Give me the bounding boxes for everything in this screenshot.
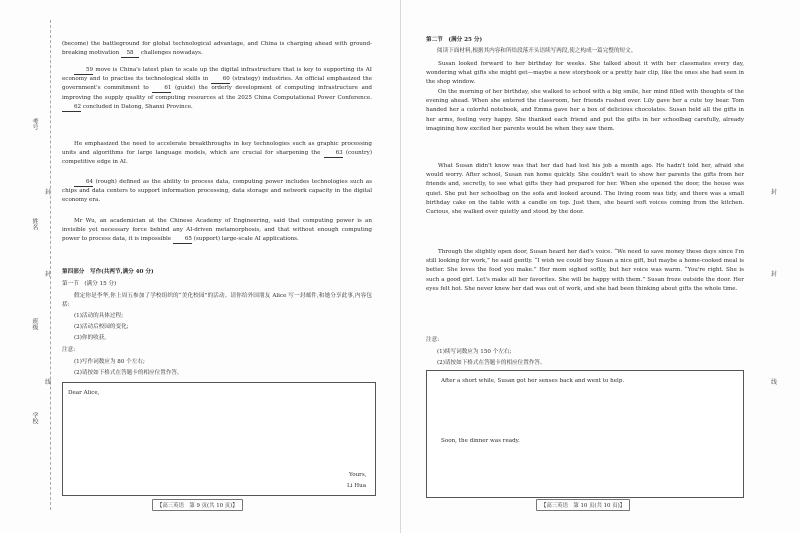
note-right-1: (1)续写词数应为 150 个左右; [437,349,512,355]
note-right-2: (2)请按如下格式在答题卡的相应位置作答。 [437,360,546,366]
blank-63[interactable]: 63 [324,150,343,158]
section-1-heading: 第一节 (满分 15 分) [62,281,117,287]
continuation-instruction: 阅读下面材料,根据其内容和所给段落开头语续写两段,使之构成一篇完整的短文。 [437,48,637,54]
passage-paragraph-5: Mr Wu, an academician at the Chinese Academy of Engineering, said that computing power is an invisible yet necessary force behind any AI-driven metamorphosis, and that without enough computing power to process data, it is impossible 65 (support) large-scale AI applications. [62,218,372,243]
note-label: 注意: [62,347,76,353]
writing-task-intro: 假定你是李华,你上周五参加了学校组织的“美化校园”的活动。请你给外国朋友 Alice 写一封邮件,和她分享此事,内容包括: [62,293,372,309]
passage-paragraph-3: He emphasized the need to accelerate breakthroughs in key technologies such as graphic processing units and algorithms for large language models, which are crucial for sharpening the 63 (country) competitive edge in AI. [62,141,372,166]
letter-signature: Li Hua [347,483,367,489]
continuation-answer-box[interactable] [426,370,744,498]
story-paragraph-4: Through the slightly open door, Susan heard her dad's voice. “We need to save money these days since I'm still looking for work,” he said gently. “I wish we could buy Susan a nice gift, but maybe a home-cooked meal is better. She loves the food you make.” Her mom sighed softly, but her voice was warm. “You're right. She is such a good girl. Let's make all her favorites. She will be happy with them.” Susan froze outside the door. Her eyes felt hot. She never knew her dad was out of work, and she had been thinking about gifts the whole time. [426,249,744,292]
story-paragraph-2: On the morning of her birthday, she walked to school with a big smile, her mind filled with thoughts of the evening ahead. When she entered the classroom, her friends rushed over. Lily gave her a cute toy bear. Tom handed her a colorful notebook, and Emma gave her a box of delicious chocolates. Susan held all the gifts in her arms, feeling very happy. She thanked each friend and put the gifts in her schoolbag carefully, already imagining how excited her parents would be when they saw them. [426,89,744,132]
continuation-start-1: After a short while, Susan got her senses back and went to help. [441,378,625,384]
margin-feng-right: 封 [771,189,778,196]
story-paragraph-3: What Susan didn't know was that her dad had lost his job a month ago. He hadn't told her, afraid she would worry. After school, Susan ran home quickly. She couldn't wait to show her parents the gifts from her friends and, secretly, to see what gifts they had prepared for her. When she opened the door, the house was quiet. She put her schoolbag on the sofa and looked around. The living room was tidy, and there was a small birthday cake on the table with a candle on top. Just then, she heard soft voices coming from the kitchen. Curious, she walked over quietly and stood by the door. [426,163,744,216]
blank-59[interactable]: 59 [74,67,93,75]
blank-60[interactable]: 60 [211,76,230,84]
note-1: (1)写作词数应为 80 个左右; [74,359,145,365]
margin-feng: 封 [45,189,52,196]
margin-xian: 线 [45,379,52,386]
task-item-1: (1)活动的具体过程; [74,313,123,319]
letter-salutation: Dear Alice, [68,390,100,396]
letter-answer-box[interactable] [62,382,376,496]
binding-dashed-line [50,20,51,510]
blank-64[interactable]: 64 [74,179,93,187]
story-paragraph-1: Susan looked forward to her birthday for weeks. She talked about it with her classmates every day, wondering what gifts she might get—maybe a new storybook or a pretty hair clip, like the ones she had seen in the shop window. [426,61,744,86]
section-2-heading: 第二节 (满分 25 分) [426,37,483,43]
passage-paragraph-1: (become) the battleground for global technological advantage, and China is charging ahead with ground-breaking motivation 58 challenges nowadays. [62,41,372,57]
task-item-2: (2)活动后校园的变化; [74,324,129,330]
margin-xian-right: 线 [771,379,778,386]
label-xingming: 姓名 [31,218,38,230]
label-kaohao: 考号 [31,118,38,130]
label-banji: 班级 [31,318,38,330]
blank-65[interactable]: 65 [173,236,192,244]
exam-page-right [401,0,800,533]
page-footer-left: 【高三英语 第 9 页(共 10 页)】 [152,499,243,511]
task-item-3: (3)你的收获。 [74,335,110,341]
margin-feng-right-2: 封 [771,271,778,278]
blank-61[interactable]: 61 [152,85,171,93]
blank-62[interactable]: 62 [62,104,81,112]
blank-58[interactable]: 58 [121,50,139,58]
note-label-right: 注意: [426,337,440,343]
passage-paragraph-4: 64 (rough) defined as the ability to process data, computing power includes technologies such as chips and data centers to support information processing, data storage and network capacity in the digital economy era. [62,179,372,204]
letter-closing: Yours, [349,472,367,478]
margin-feng-2: 封 [45,271,52,278]
page-footer-right: 【高三英语 第 10 页(共 10 页)】 [536,499,630,511]
section-4-heading: 第四部分 写作(共两节,满分 40 分) [62,269,154,275]
passage-paragraph-2: 59 move is China's latest plan to scale up the digital infrastructure that is key to supporting its AI economy and to practise its technological skills in 60 (strategy) industries. An official emphasized the government's commitment to 61 (guide) the orderly development of computing infrastructure and improving the supply quality of computing resources at the 2025 China Computational Power Conference. 62 concluded in Datong, Shanxi Province. [62,67,373,110]
continuation-start-2: Soon, the dinner was ready. [441,438,520,444]
note-2: (2)请按如下格式在答题卡的相应位置作答。 [74,370,183,376]
label-xuexiao: 学校 [31,412,38,424]
